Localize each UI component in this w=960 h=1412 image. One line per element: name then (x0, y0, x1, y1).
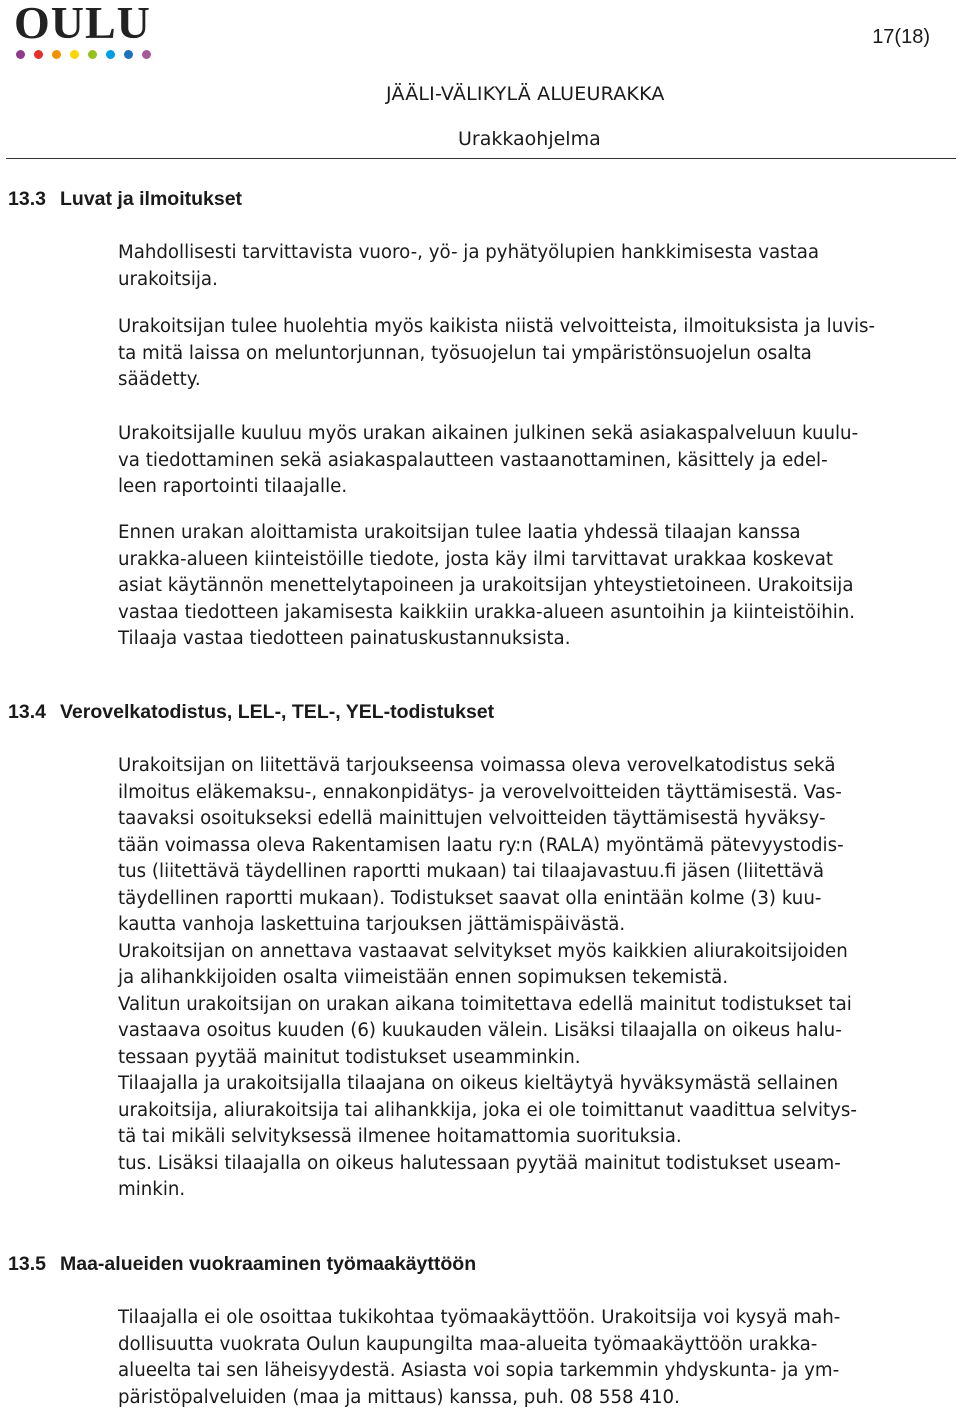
text-line: kautta vanhoja laskettuina tarjouksen jättämispäivästä. (118, 914, 626, 935)
logo-dot (142, 50, 151, 59)
logo-dot (34, 50, 43, 59)
text-line: asiat käytännön menettelytapoineen ja urakoitsijan yhteystietoineen. Urakoitsija (118, 575, 854, 596)
text-line: ta mitä laissa on meluntorjunnan, työsuojelun tai ympäristönsuojelun osalta (118, 342, 812, 364)
text-line: ja alihankkijoiden osalta viimeistään ennen sopimuksen tekemistä. (118, 967, 729, 988)
logo-dot (16, 50, 25, 59)
text-line: päristöpalveluiden (maa ja mittaus) kanssa, puh. 08 558 410. (118, 1386, 680, 1408)
logo-dot (70, 50, 79, 59)
text-line: urakka-alueen kiinteistöille tiedote, josta käy ilmi tarvittavat urakkaa koskevat (118, 548, 833, 570)
logo-dot (106, 50, 115, 59)
text-line: alueelta tai sen läheisyydestä. Asiasta voi sopia tarkemmin yhdyskunta- ja ym- (118, 1360, 840, 1381)
text-line: vastaa tiedotteen jakamisesta kaikkiin urakka-alueen asuntoihin ja kiinteistöihin. (118, 601, 856, 623)
text-line: tä tai mikäli selvityksessä ilmenee hoitamattomia suorituksia. (118, 1126, 682, 1147)
section-heading-13-4 (8, 701, 494, 724)
page-number: 17(18) (872, 26, 930, 48)
paragraph (118, 753, 953, 1204)
text-line: tus. Lisäksi tilaajalla on oikeus halutessaan pyytää mainitut todistukset useam- (118, 1152, 841, 1174)
section-title: Maa-alueiden vuokraaminen työmaakäyttöön (60, 1253, 477, 1275)
text-line: täydellinen raportti mukaan). Todistukset saavat olla enintään kolme (3) kuu- (118, 887, 822, 909)
section-heading-13-5 (8, 1253, 476, 1276)
section-number: 13.3 (8, 188, 46, 210)
text-line: Urakoitsijan on liitettävä tarjoukseensa voimassa oleva verovelkatodistus sekä (118, 755, 836, 776)
paragraph (118, 240, 953, 293)
header-divider (6, 158, 956, 159)
text-line: ilmoitus eläkemaksu-, ennakonpidätys- ja verovelvoitteiden täyttämisestä. Vas- (118, 781, 842, 803)
section-title: Verovelkatodistus, LEL-, TEL-, YEL-todistukset (60, 701, 495, 723)
text-line: leen raportointi tilaajalle. (118, 476, 348, 497)
text-line: Urakoitsijalle kuuluu myös urakan aikainen julkinen sekä asiakaspalveluun kuulu- (118, 423, 859, 444)
section-number: 13.4 (8, 701, 46, 723)
text-line: va tiedottaminen sekä asiakaspalautteen vastaanottaminen, käsittely ja edel- (118, 449, 828, 471)
oulu-logo (14, 0, 151, 59)
paragraph (118, 520, 953, 653)
text-line: tään voimassa oleva Rakentamisen laatu ry:n (RALA) myöntämä pätevyystodis- (118, 834, 844, 856)
section-heading-13-3 (8, 188, 242, 211)
paragraph (118, 314, 953, 394)
document-title: JÄÄLI-VÄLIKYLÄ ALUEURAKKA (386, 83, 665, 105)
text-line: säädetty. (118, 369, 201, 390)
text-line: taavaksi osoitukseksi edellä mainittujen velvoitteiden täyttämisestä hyväksy- (118, 808, 826, 829)
text-line: Mahdollisesti tarvittavista vuoro-, yö- ja pyhätyölupien hankkimisesta vastaa (118, 242, 820, 263)
text-line: Urakoitsijan tulee huolehtia myös kaikista niistä velvoitteista, ilmoituksista ja luvis- (118, 316, 876, 337)
text-line: tessaan pyytää mainitut todistukset useamminkin. (118, 1046, 581, 1068)
logo-dots (16, 50, 151, 59)
paragraph (118, 1305, 953, 1411)
logo-dot (124, 50, 133, 59)
document-subtitle: Urakkaohjelma (458, 128, 601, 150)
section-number: 13.5 (8, 1253, 46, 1275)
logo-wordmark: OULU (14, 0, 151, 48)
logo-dot (88, 50, 97, 59)
text-line: Tilaajalla ja urakoitsijalla tilaajana on oikeus kieltäytyä hyväksymästä sellainen (118, 1073, 839, 1094)
text-line: minkin. (118, 1179, 186, 1200)
text-line: Urakoitsijan on annettava vastaavat selvitykset myös kaikkien aliurakoitsijoiden (118, 940, 848, 962)
text-line: urakoitsija. (118, 268, 218, 290)
text-line: dollisuutta vuokrata Oulun kaupungilta maa-alueita työmaakäyttöön urakka- (118, 1333, 818, 1355)
text-line: urakoitsija, aliurakoitsija tai alihankkija, joka ei ole toimittanut vaadittua selvitys- (118, 1099, 857, 1121)
text-line: Tilaajalla ei ole osoittaa tukikohtaa työmaakäyttöön. Urakoitsija voi kysyä mah- (118, 1307, 841, 1328)
section-title: Luvat ja ilmoitukset (60, 188, 243, 210)
paragraph (118, 421, 953, 501)
text-line: vastaava osoitus kuuden (6) kuukauden välein. Lisäksi tilaajalla on oikeus halu- (118, 1020, 842, 1041)
logo-dot (52, 50, 61, 59)
text-line: tus (liitettävä täydellinen raportti mukaan) tai tilaajavastuu.fi jäsen (liitettävä (118, 861, 825, 882)
text-line: Tilaaja vastaa tiedotteen painatuskustannuksista. (118, 628, 571, 649)
text-line: Valitun urakoitsijan on urakan aikana toimitettava edellä mainitut todistukset tai (118, 993, 852, 1015)
text-line: Ennen urakan aloittamista urakoitsijan tulee laatia yhdessä tilaajan kanssa (118, 522, 801, 543)
